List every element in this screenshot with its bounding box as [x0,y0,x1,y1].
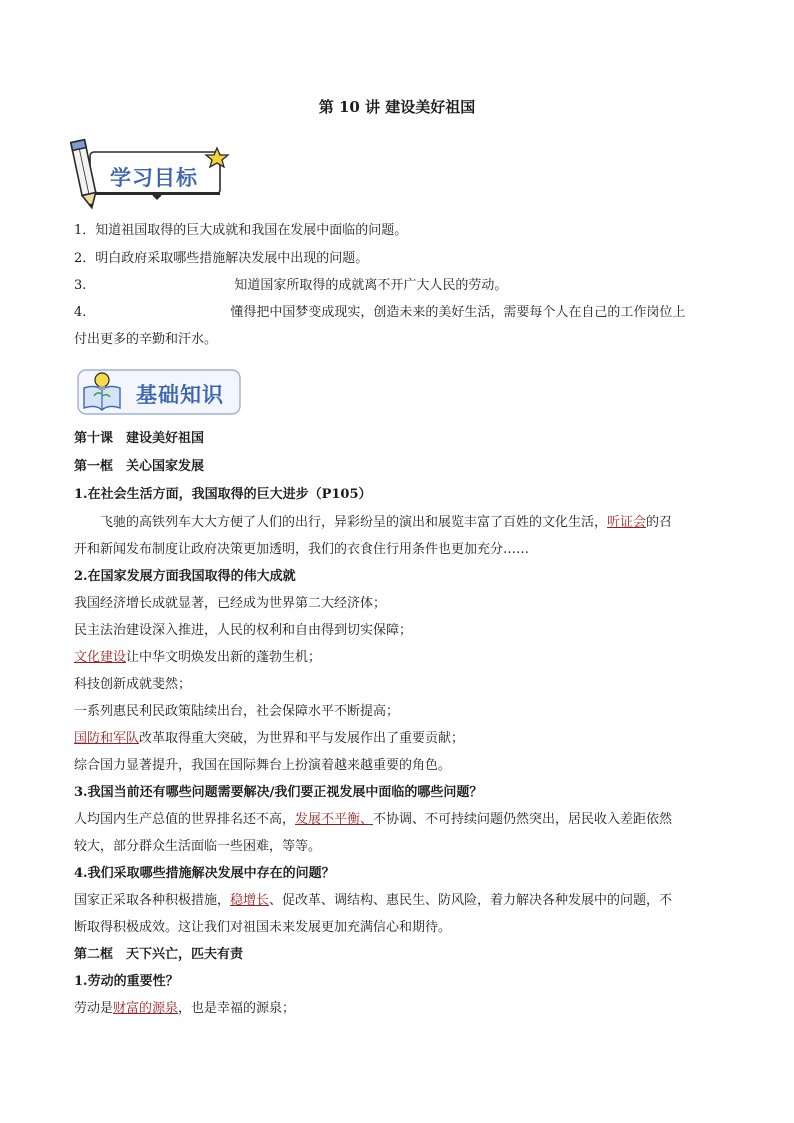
answer-5-text: 劳动是 [74,1001,114,1016]
frame-2-heading: 第二框 天下兴亡，匹夫有责 [74,947,244,962]
goal-4 [74,304,685,322]
answer-4-line-1 [74,892,672,910]
answer-1-text-tail: 的召 [646,515,673,530]
lightbulb-icon [95,373,109,387]
answer-4-text-tail: 、促改革、调结构、惠民生、防风险，着力解决各种发展中的问题，不 [269,893,673,908]
page-title: 第 10 讲 建设美好祖国 [318,98,476,116]
achievement-7: 综合国力显著提升，我国在国际舞台上扮演着越来越重要的角色。 [74,758,452,773]
achievement-5: 一系列惠民利民政策陆续出台，社会保障水平不断提高； [74,704,400,719]
answer-5 [74,1000,295,1018]
goal-4-text: 懂得把中国梦变成现实，创造未来的美好生活，需要每个人在自己的工作岗位上 [230,305,686,320]
question-5: 1.劳动的重要性？ [74,974,179,989]
question-2: 2.在国家发展方面我国取得的伟大成就 [74,569,296,584]
answer-4-text: 国家正采取各种积极措施， [74,893,231,908]
goal-1: 1．知道祖国取得的巨大成就和我国在发展中面临的问题。 [74,223,408,238]
answer-3-line-2: 较大，部分群众生活面临一些困难，等等。 [74,839,322,854]
goal-4-number: 4. [74,305,87,320]
heart-icon [153,192,162,200]
goal-3-number: 3. [74,278,87,293]
keyword-hearing: 听证会 [607,515,647,530]
answer-1-line-1 [100,514,672,532]
keyword-culture: 文化建设 [74,650,127,665]
keyword-growth: 稳增长 [230,893,270,908]
answer-3-text: 人均国内生产总值的世界排名还不高， [74,812,296,827]
answer-4-line-2: 断取得积极成效。这让我们对祖国未来发展更加充满信心和期待。 [74,920,452,935]
goal-4-continued: 付出更多的辛勤和汗水。 [74,332,218,347]
basic-knowledge-label: 基础知识 [136,383,224,407]
goal-3-text: 知道国家所取得的成就离不开广大人民的劳动。 [234,278,508,293]
answer-1-text: 飞驰的高铁列车大大方便了人们的出行，异彩纷呈的演出和展览丰富了百姓的文化生活， [100,515,608,530]
achievement-6 [74,730,464,748]
question-3: 3.我国当前还有哪些问题需要解决/我们要正视发展中面临的哪些问题？ [74,785,483,800]
basic-knowledge-banner [72,368,244,418]
achievement-6-text: 改革取得重大突破，为世界和平与发展作出了重要贡献； [139,731,465,746]
keyword-defense: 国防和军队 [74,731,140,746]
learning-goals-label: 学习目标 [110,166,198,190]
achievement-3-text: 让中华文明焕发出新的蓬勃生机； [126,650,322,665]
learning-goals-banner [66,136,232,210]
question-4: 4.我们采取哪些措施解决发展中存在的问题？ [74,866,335,881]
question-1: 1.在社会生活方面，我国取得的巨大进步（P105） [74,487,372,502]
keyword-wealth: 财富的源泉 [113,1001,179,1016]
frame-1-heading: 第一框 关心国家发展 [74,459,205,474]
achievement-3 [74,649,321,667]
answer-3-text-tail: 不协调、不可持续问题仍然突出，居民收入差距依然 [373,812,673,827]
goal-2: 2．明白政府采取哪些措施解决发展中出现的问题。 [74,251,369,266]
answer-1-line-2: 开和新闻发布制度让政府决策更加透明，我们的衣食住行用条件也更加充分…… [74,542,530,557]
goal-3 [74,277,507,295]
achievement-2: 民主法治建设深入推进，人民的权利和自由得到切实保障； [74,623,413,638]
lesson-heading: 第十课 建设美好祖国 [74,431,205,446]
achievement-1: 我国经济增长成就显著，已经成为世界第二大经济体； [74,596,387,611]
answer-5-text-tail: ，也是幸福的源泉； [178,1001,296,1016]
answer-3-line-1 [74,811,672,829]
achievement-4: 科技创新成就斐然； [74,677,192,692]
keyword-imbalance: 发展不平衡、 [295,812,374,827]
